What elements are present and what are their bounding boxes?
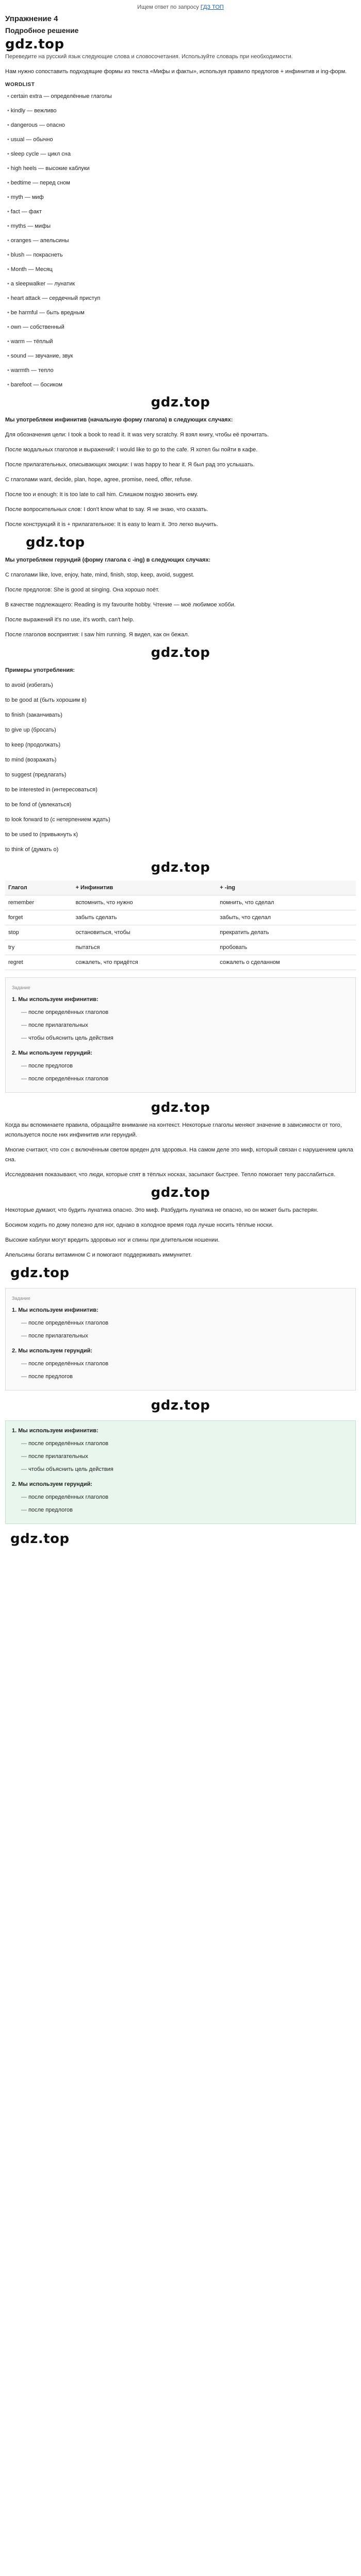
top-link-anchor[interactable]: ГДЗ ТОП: [200, 4, 224, 10]
example-item: to mind (возражать): [5, 757, 57, 763]
example-item: to think of (думать о): [5, 846, 59, 853]
table-cell: пытаться: [73, 940, 217, 955]
list-item: — чтобы объяснить цель действия: [21, 1465, 349, 1475]
table-row: [5, 895, 356, 910]
table-row: [5, 955, 356, 970]
table-row: [5, 925, 356, 940]
watermark: gdz.top: [10, 1531, 70, 1547]
rule-item: С глаголами like, love, enjoy, hate, mind, finish, stop, keep, avoid, suggest.: [5, 572, 194, 578]
paragraph: Исследования показывают, что люди, которые спят в тёплых носках, засыпают быстрее. Тепло помогает телу расслабиться.: [5, 1172, 335, 1178]
watermark: gdz.top: [26, 535, 85, 550]
list-item: — после определённых глаголов: [21, 1318, 349, 1328]
list-item: • sleep cycle — цикл сна: [5, 149, 356, 159]
top-link-prefix: Ищем ответ по запросу: [137, 4, 199, 10]
answer-list: [21, 1493, 349, 1515]
watermark: gdz.top: [151, 860, 210, 875]
top-link: [5, 4, 356, 10]
answer-list: [21, 1318, 349, 1341]
table-cell: forget: [5, 910, 73, 925]
list-item: — после определённых глаголов: [21, 1008, 349, 1018]
list-item: • warm — тёплый: [5, 337, 356, 346]
exercise-title: Упражнение 4: [5, 14, 58, 23]
list-item: • own — собственный: [5, 323, 356, 332]
intro-line-2: Нам нужно сопоставить подходящие формы из текста «Мифы и факты», используя правило предлогов + инфинитив и ing-форм.: [5, 69, 347, 75]
example-item: to be used to (привыкнуть к): [5, 832, 78, 838]
list-item: • myths — мифы: [5, 222, 356, 231]
example-item: to finish (заканчивать): [5, 712, 62, 718]
example-item: to keep (продолжать): [5, 742, 61, 748]
answer-list: [21, 1439, 349, 1475]
answer-list: [21, 1008, 349, 1043]
task-question: 2. Мы используем герундий:: [12, 1050, 93, 1056]
watermark: gdz.top: [151, 1185, 210, 1200]
paragraph: Босиком ходить по дому полезно для ног, однако в холодное время года лучше носить тёплые носки.: [5, 1222, 273, 1228]
table-header-row: [5, 880, 356, 895]
paragraph: Многие считают, что сон с включённым светом вреден для здоровья. На самом деле это миф, который связан с нарушением цикла сна.: [5, 1147, 353, 1163]
list-item: • sound — звучание, звук: [5, 351, 356, 361]
rule-item: В качестве подлежащего: Reading is my favourite hobby. Чтение — моё любимое хобби.: [5, 602, 236, 608]
summary-box: [5, 1420, 356, 1524]
ing-intro: Мы употребляем герундий (форму глагола с -ing) в следующих случаях:: [5, 557, 211, 563]
rule-item: После глаголов восприятия: I saw him running. Я видел, как он бежал.: [5, 632, 189, 638]
watermark: gdz.top: [10, 1265, 70, 1281]
list-item: • usual — обычно: [5, 135, 356, 144]
example-item: to look forward to (с нетерпением ждать): [5, 817, 110, 823]
list-item: • blush — покраснеть: [5, 250, 356, 260]
list-item: • a sleepwalker — лунатик: [5, 279, 356, 289]
answer-list: [21, 1061, 349, 1084]
example-item: to avoid (избегать): [5, 682, 53, 688]
table-header: + -ing: [217, 880, 356, 895]
example-item: to give up (бросать): [5, 727, 56, 733]
list-item: — после прилагательных: [21, 1452, 349, 1462]
rule-item: С глаголами want, decide, plan, hope, agree, promise, need, offer, refuse.: [5, 477, 192, 483]
rule-item: После конструкций it is + прилагательное: It is easy to learn it. Это легко выучить.: [5, 521, 218, 528]
list-item: — после определённых глаголов: [21, 1074, 349, 1084]
table-cell: regret: [5, 955, 73, 970]
list-item: • myth — миф: [5, 193, 356, 202]
summary-question: 2. Мы используем герундий:: [12, 1481, 93, 1487]
table-cell: вспомнить, что нужно: [73, 895, 217, 910]
watermark: gdz.top: [151, 395, 210, 410]
example-item: to be interested in (интересоваться): [5, 787, 97, 793]
table-cell: остановиться, чтобы: [73, 925, 217, 940]
task-label: Задание: [12, 985, 30, 990]
rule-item: После прилагательных, описывающих эмоции: I was happy to hear it. Я был рад это услышать.: [5, 462, 255, 468]
list-item: • certain extra — определённые глаголы: [5, 92, 356, 101]
example-item: to be fond of (увлекаться): [5, 802, 72, 808]
table-header: Глагол: [5, 880, 73, 895]
rule-item: Для обозначения цели: I took a book to read it. It was very scratchy. Я взял книгу, чтобы её прочитать.: [5, 432, 269, 438]
table-cell: помнить, что сделал: [217, 895, 356, 910]
wordlist-label: WORDLIST: [5, 82, 35, 88]
list-item: — после предлогов: [21, 1505, 349, 1515]
list-item: — после предлогов: [21, 1372, 349, 1382]
task-box: [5, 1288, 356, 1391]
rule-item: После вопросительных слов: I don't know what to say. Я не знаю, что сказать.: [5, 506, 208, 513]
examples-block: [5, 681, 356, 855]
task-label: Задание: [12, 1296, 30, 1301]
list-item: • dangerous — опасно: [5, 121, 356, 130]
list-item: • bedtime — перед сном: [5, 178, 356, 188]
section-heading: Подробное решение: [5, 26, 79, 35]
table-cell: сожалеть, что придётся: [73, 955, 217, 970]
table-cell: забыть, что сделал: [217, 910, 356, 925]
examples-intro: Примеры употребления:: [5, 667, 75, 673]
watermark: gdz.top: [151, 1100, 210, 1115]
table-cell: прекратить делать: [217, 925, 356, 940]
paragraph: Апельсины богаты витамином С и помогают поддерживать иммунитет.: [5, 1252, 192, 1258]
table-row: [5, 940, 356, 955]
table-cell: try: [5, 940, 73, 955]
table-cell: пробовать: [217, 940, 356, 955]
list-item: — после прилагательных: [21, 1021, 349, 1030]
list-item: — после прилагательных: [21, 1331, 349, 1341]
answer-list: [21, 1359, 349, 1382]
verb-table: [5, 880, 356, 970]
paragraph: Высокие каблуки могут вредить здоровью ног и спины при длительном ношении.: [5, 1237, 220, 1243]
word-list: [5, 92, 356, 389]
paragraph: Когда вы вспоминаете правила, обращайте внимание на контекст. Некоторые глаголы меняют значение в зависимости от того, используется после них инфинитив или герундий.: [5, 1122, 342, 1138]
list-item: • warmth — тепло: [5, 366, 356, 375]
long-text-block: [5, 1121, 356, 1260]
list-item: — после определённых глаголов: [21, 1439, 349, 1449]
list-item: • Month — Месяц: [5, 265, 356, 274]
rule-item: После выражений it's no use, it's worth, can't help.: [5, 617, 135, 623]
table-cell: remember: [5, 895, 73, 910]
list-item: • fact — факт: [5, 207, 356, 216]
intro-line-1: Переведите на русский язык следующие слова и словосочетания. Используйте словарь при необходимости.: [5, 54, 293, 60]
rules-intro: Мы употребляем инфинитив (начальную форму глагола) в следующих случаях:: [5, 417, 233, 423]
rules-block: [5, 430, 356, 530]
watermark: gdz.top: [151, 1398, 210, 1413]
list-item: • high heels — высокие каблуки: [5, 164, 356, 173]
watermark: gdz.top: [5, 37, 64, 52]
task-box: [5, 977, 356, 1093]
table-row: [5, 910, 356, 925]
summary-question: 1. Мы используем инфинитив:: [12, 1428, 99, 1434]
list-item: • barefoot — босиком: [5, 380, 356, 389]
task-question: 2. Мы используем герундий:: [12, 1348, 93, 1354]
rule-item: После too и enough: It is too late to call him. Слишком поздно звонить ему.: [5, 492, 199, 498]
list-item: • oranges — апельсины: [5, 236, 356, 245]
list-item: • heart attack — сердечный приступ: [5, 294, 356, 303]
table-cell: stop: [5, 925, 73, 940]
list-item: • be harmful — быть вредным: [5, 308, 356, 317]
example-item: to be good at (быть хорошим в): [5, 697, 87, 703]
table-cell: забыть сделать: [73, 910, 217, 925]
example-item: to suggest (предлагать): [5, 772, 67, 778]
list-item: — после предлогов: [21, 1061, 349, 1071]
table-cell: сожалеть о сделанном: [217, 955, 356, 970]
list-item: • kindly — вежливо: [5, 106, 356, 115]
task-question: 1. Мы используем инфинитив:: [12, 996, 99, 1003]
watermark: gdz.top: [151, 645, 210, 660]
list-item: — чтобы объяснить цель действия: [21, 1033, 349, 1043]
list-item: — после определённых глаголов: [21, 1493, 349, 1502]
paragraph: Некоторые думают, что будить лунатика опасно. Это миф. Разбудить лунатика не опасно, но он может быть растерян.: [5, 1207, 319, 1213]
list-item: — после определённых глаголов: [21, 1359, 349, 1369]
table-header: + Инфинитив: [73, 880, 217, 895]
task-question: 1. Мы используем инфинитив:: [12, 1307, 99, 1313]
rule-item: После предлогов: She is good at singing. Она хорошо поёт.: [5, 587, 159, 593]
rule-item: После модальных глаголов и выражений: I would like to go to the cafe. Я хотел бы пойти в кафе.: [5, 447, 258, 453]
ing-rules-block: [5, 570, 356, 640]
